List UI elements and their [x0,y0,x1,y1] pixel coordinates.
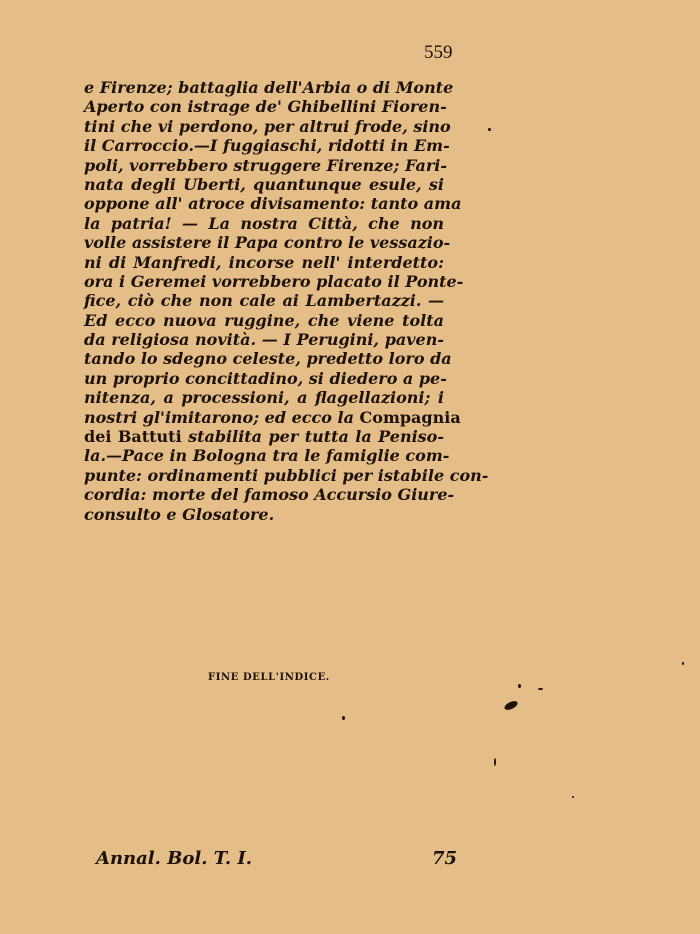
footer-quire: 75 [432,848,458,869]
text-line: ni di Manfredi, incorse nell' interdetto: [84,252,444,272]
paper-speck [494,758,496,766]
paper-speck [503,699,519,711]
body-text [84,78,489,524]
page-number: 559 [424,42,453,63]
text-line: e Firenze; battaglia dell'Arbia o di Monte [84,78,454,97]
end-mark: FINE DELL'INDICE. [208,672,330,683]
text-line: tini che vi perdono, per altrui frode, sino [84,116,451,136]
paper-speck [518,684,521,688]
text-line: ora i Geremei vorrebbero placato il Ponte- [84,271,464,291]
roman-phrase: dei Battuti [84,427,182,447]
paper-speck [538,688,543,690]
text-line: la.—Pace in Bologna tra le famiglie com- [84,446,450,466]
roman-phrase: Compagnia [359,407,461,427]
text-line: il Carroccio.—I fuggiaschi, ridotti in Em- [84,136,450,156]
text-line: nostri gl'imitarono; ed ecco la Compagnia [84,407,461,427]
text-line: Ed ecco nuova ruggine, che viene tolta [84,310,444,330]
paper-speck [572,796,574,798]
text-line: poli, vorrebbero struggere Firenze; Fari- [84,155,448,175]
text-line: un proprio concittadino, si diedero a pe- [84,368,447,388]
text-line: nitenza, a processioni, a flagellazioni; i [84,388,444,408]
text-line: punte: ordinamenti pubblici per istabile con- [84,465,489,485]
paper-speck [488,128,491,131]
footer-signature: Annal. Bol. T. I. [96,848,253,869]
text-line: consulto e Glosatore. [84,504,275,524]
text-line: Aperto con istrage de' Ghibellini Fioren- [84,97,447,117]
text-line: la patria! — La nostra Città, che non [84,213,444,233]
text-line: cordia: morte del famoso Accursio Giure- [84,485,455,505]
paper-speck [342,716,345,720]
text-line: oppone all' atroce divisamento: tanto ama [84,194,462,214]
text-line: fice, ciò che non cale ai Lambertazzi. — [84,291,444,311]
text-line: dei Battuti stabilita per tutta la Peniso- [84,427,444,447]
text-line: volle assistere il Papa contro le vessazio- [84,233,451,253]
text-line: nata degli Uberti, quantunque esule, si [84,174,444,194]
text-line: da religiosa novità. — I Perugini, paven- [84,330,444,350]
text-line: tando lo sdegno celeste, predetto loro da [84,349,452,369]
paper-speck [682,662,684,665]
